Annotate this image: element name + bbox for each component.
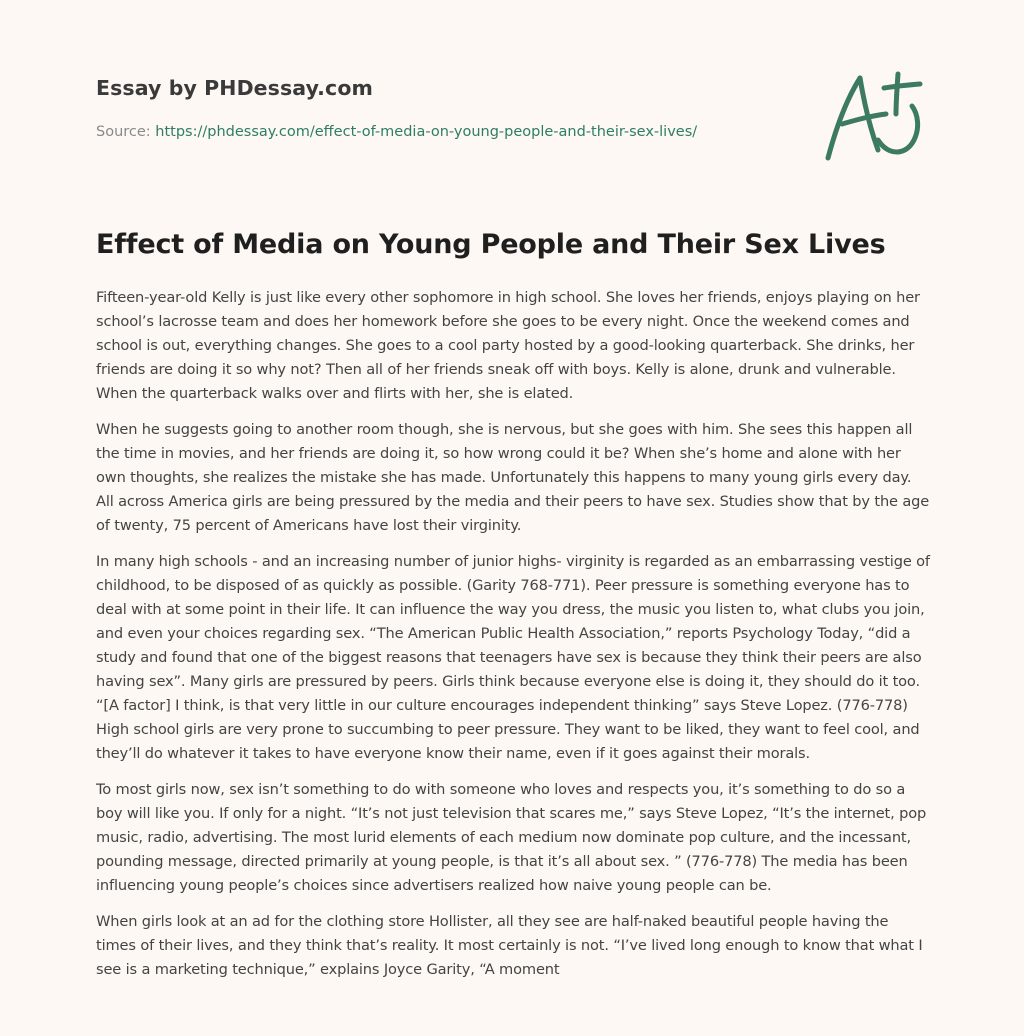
essay-title: Effect of Media on Young People and Their Sex Lives (96, 229, 886, 260)
essay-body (96, 286, 932, 994)
essay-paragraph-2: When he suggests going to another room though, she is nervous, but she goes with him. She sees this happen all the time in movies, and her friends are doing it, so how wrong could it be? When she’s home and alone with her own thoughts, she realizes the mistake she has made. Unfortunately this happens to many young girls every day. All across America girls are being pressured by the media and their peers to have sex. Studies show that by the age of twenty, 75 percent of Americans have lost their virginity. (96, 421, 930, 534)
source-link[interactable]: https://phdessay.com/effect-of-media-on-young-people-and-their-sex-lives/ (155, 124, 698, 140)
site-brand: Essay by PHDessay.com (96, 76, 373, 100)
essay-paragraph-1: Fifteen-year-old Kelly is just like every other sophomore in high school. She loves her friends, enjoys playing on her school’s lacrosse team and does her homework before she goes to be every night. Once the weekend comes and school is out, everything changes. She goes to a cool party hosted by a good-looking quarterback. She drinks, her friends are doing it so why not? Then all of her friends sneak off with boys. Kelly is alone, drunk and vulnerable. When the quarterback walks over and flirts with her, she is elated. (96, 289, 920, 402)
essay-paragraph-3: In many high schools - and an increasing number of junior highs- virginity is regarded as an embarrassing vestige of childhood, to be disposed of as quickly as possible. (Garity 768-771). Peer pressure is something everyone has to deal with at some point in their life. It can influence the way you dress, the music you listen to, what clubs you join, and even your choices regarding sex. “The American Public Health Association,” reports Psychology Today, “did a study and found that one of the biggest reasons that teenagers have sex is because they think their peers are also having sex”. Many girls are pressured by peers. Girls think because everyone else is doing it, they should do it too. “[A factor] I think, is that very little in our culture encourages independent thinking” says Steve Lopez. (776-778) High school girls are very prone to succumbing to peer pressure. They want to be liked, they want to feel cool, and they’ll do whatever it takes to have everyone know their name, even if it goes against their morals. (96, 553, 930, 762)
a-plus-logo-icon (822, 66, 932, 166)
source-label: Source: (96, 124, 156, 140)
source-line (96, 124, 697, 140)
essay-paragraph-5: When girls look at an ad for the clothing store Hollister, all they see are half-naked beautiful people having the times of their lives, and they think that’s reality. It most certainly is not. “I’ve lived long enough to know that what I see is a marketing technique,” explains Joyce Garity, “A moment (96, 913, 923, 978)
essay-paragraph-4: To most girls now, sex isn’t something to do with someone who loves and respects you, it’s something to do so a boy will like you. If only for a night. “It’s not just television that scares me,” says Steve Lopez, “It’s the internet, pop music, radio, advertising. The most lurid elements of each medium now dominate pop culture, and the incessant, pounding message, directed primarily at young people, is that it’s all about sex. ” (776-778) The media has been influencing young people’s choices since advertisers realized how naive young people can be. (96, 781, 927, 894)
